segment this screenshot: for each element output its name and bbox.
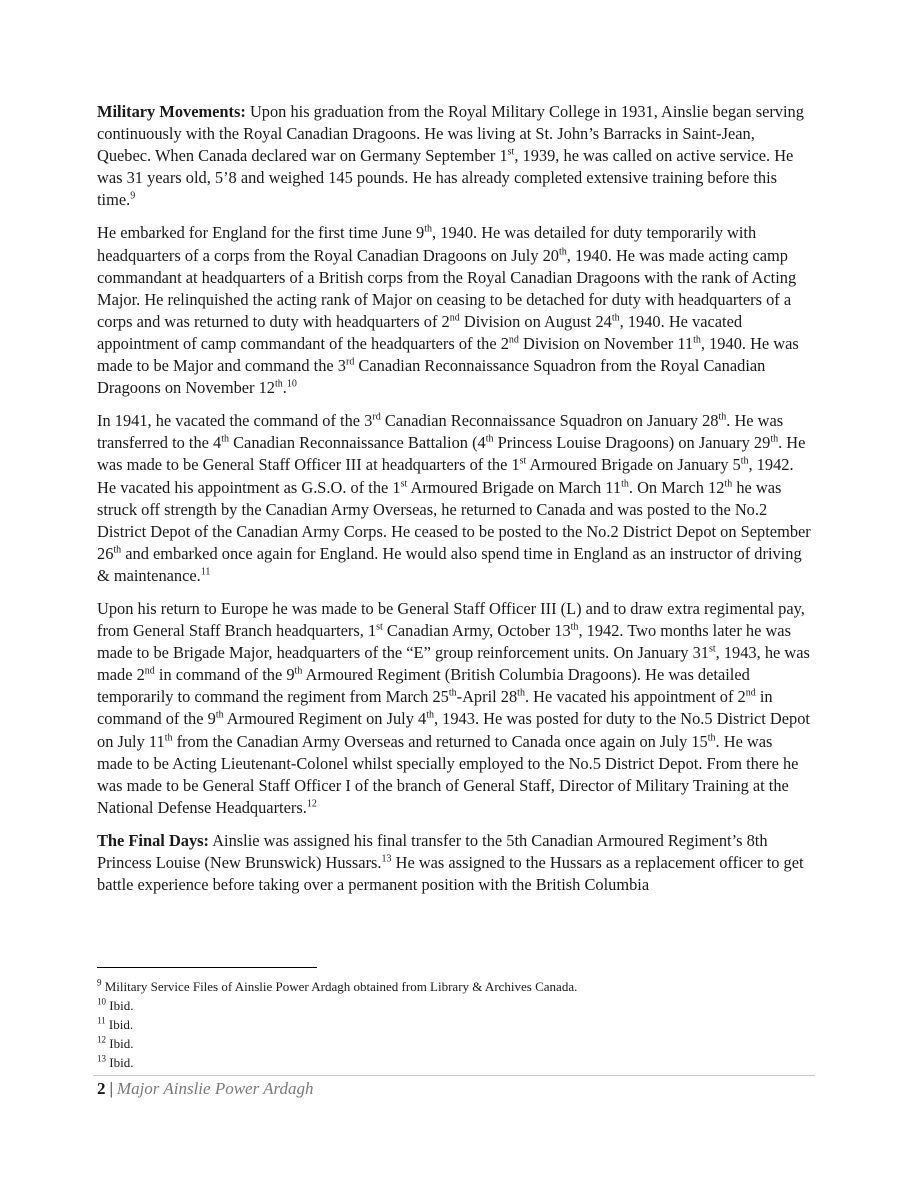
text-run: Armoured Brigade on March 11 [407, 477, 622, 497]
footnote-text: Ibid. [106, 998, 134, 1013]
text-run: In 1941, he vacated the command of the 3 [97, 411, 373, 431]
footnote-number: 12 [97, 1034, 106, 1045]
superscript: th [274, 378, 283, 390]
superscript: th [113, 544, 122, 556]
section-heading: Military Movements: [97, 102, 246, 121]
superscript: nd [449, 312, 460, 324]
superscript: st [708, 643, 716, 655]
superscript: th [294, 665, 303, 677]
text-run: He embarked for England for the first time June 9 [97, 223, 425, 243]
text-run: from the Canadian Army Overseas and returned to Canada once again on July 15 [172, 731, 708, 751]
text-run: Upon his return to Europe he was made to be General Staff Officer III (L) and to draw extra regimental pay, from General Staff Branch headquarters, 1 [97, 598, 805, 641]
text-run: Upon his graduation from the Royal Military College in 1931, Ainslie began serving continuously with the Royal Canadian Dragoons. He was living at St. John’s Barracks in Saint-Jean, Quebec. When Canada declared war on Germany September 1 [97, 102, 804, 166]
document-body [97, 101, 812, 907]
superscript: st [376, 621, 383, 633]
superscript: th [215, 709, 224, 721]
text-run: , 1943, he was made 2 [97, 643, 810, 685]
text-run: , 1940. He was made acting camp commandant at headquarters of a British corps from the Royal Canadian Dragoons with the rank of Acting Major. He relinquished the acting rank of Major on ceasing to be detached for duty with headquarters of a corps and was returned to duty with headquarters of 2 [97, 245, 797, 331]
superscript: 9 [130, 190, 136, 202]
page-number: 2 [97, 1079, 106, 1098]
superscript: th [770, 433, 779, 445]
superscript: st [400, 478, 408, 490]
text-run: in command of the 9 [97, 687, 773, 729]
text-run: Armoured Regiment on July 4 [223, 709, 427, 729]
text-run: he was struck off strength by the Canadian Army Overseas, he returned to Canada and was posted to the No.2 District Depot of the Canadian Army Corps. He ceased to be posted to the No.2 District Depot on September 26 [97, 477, 811, 563]
superscript: th [426, 709, 434, 721]
text-run: Ainslie was assigned his final transfer to the 5th Canadian Armoured Regiment’s 8th Princess Louise (New Brunswick) Hussars. [97, 830, 768, 872]
footnote-number: 11 [97, 1015, 106, 1026]
superscript: th [570, 621, 579, 633]
superscript: 13 [381, 853, 392, 865]
text-run: , 1940. He was detailed for duty temporarily with headquarters of a corps from the Royal Canadian Dragoons on July 20 [97, 223, 757, 265]
footnote-number: 13 [97, 1053, 106, 1064]
footnote-number: 9 [97, 977, 102, 988]
footnote [97, 1053, 812, 1072]
text-run: , 1942. He vacated his appointment as G.S.O. of the 1 [97, 455, 794, 497]
superscript: th [517, 687, 525, 699]
text-run: Armoured Brigade on January 5 [526, 455, 741, 475]
superscript: nd [508, 334, 519, 346]
paragraph [97, 101, 812, 211]
text-run: Canadian Reconnaissance Battalion (4 [229, 433, 486, 453]
footnote [97, 1015, 812, 1034]
footnote-text: Ibid. [106, 1036, 134, 1051]
text-run: and embarked once again for England. He would also spend time in England as an instructor of driving & maintenance. [97, 543, 802, 585]
footnote-text: Ibid. [106, 1055, 134, 1070]
footer-title: Major Ainslie Power Ardagh [116, 1079, 314, 1098]
superscript: th [611, 312, 620, 324]
superscript: th [164, 732, 173, 744]
text-run: , 1940. He vacated appointment of camp commandant of the headquarters of the 2 [97, 311, 743, 353]
superscript: 12 [306, 798, 317, 810]
text-run: Division on November 11 [518, 333, 694, 353]
page-footer [97, 1078, 314, 1100]
superscript: nd [144, 665, 155, 677]
footnote-separator [97, 967, 317, 968]
superscript: th [448, 687, 457, 699]
superscript: th [485, 433, 494, 445]
superscript: th [221, 433, 230, 445]
superscript: th [424, 224, 433, 235]
text-run: -April 28 [456, 687, 518, 707]
section-heading: The Final Days: [97, 830, 210, 850]
superscript: 11 [200, 566, 211, 578]
text-run: Armoured Regiment (British Columbia Dragoons). He was detailed temporarily to command the regiment from March 25 [97, 665, 750, 707]
text-run: , 1943. He was posted for duty to the No.5 District Depot on July 11 [97, 709, 810, 751]
footer-divider [93, 1075, 815, 1076]
footnote [97, 977, 812, 996]
paragraph [97, 410, 812, 587]
superscript: nd [745, 687, 756, 699]
superscript: th [693, 334, 701, 346]
text-run: . He was made to be Acting Lieutenant-Colonel whilst specially employed to the No.5 District Depot. From there he was made to be General Staff Officer I of the branch of General Staff, Director of Military Training at the National Defense Headquarters. [97, 731, 799, 817]
paragraph [97, 830, 812, 896]
footnote-text: Military Service Files of Ainslie Power Ardagh obtained from Library & Archives Canada. [101, 979, 578, 994]
superscript: th [707, 732, 716, 744]
text-run: Princess Louise Dragoons) on January 29 [493, 433, 771, 453]
superscript: rd [372, 411, 381, 423]
superscript: rd [345, 356, 355, 368]
superscript: th [718, 411, 727, 423]
footer-separator: | [109, 1079, 113, 1098]
text-run: Canadian Reconnaissance Squadron from the Royal Canadian Dragoons on November 12 [97, 356, 766, 398]
superscript: st [507, 146, 515, 158]
text-run: , 1940. He was made to be Major and command the 3 [97, 333, 799, 376]
text-run: . [282, 378, 287, 398]
text-run: He was assigned to the Hussars as a replacement officer to get battle experience before taking over a permanent position with the British Columbia [97, 853, 804, 895]
superscript: st [519, 455, 527, 467]
text-run: in command of the 9 [154, 665, 295, 685]
superscript: 10 [286, 378, 297, 390]
text-run: , 1942. Two months later he was made to be Brigade Major, headquarters of the “E” group reinforcement units. On January 31 [97, 621, 791, 663]
text-run: . He was transferred to the 4 [97, 411, 784, 453]
footnote [97, 1034, 812, 1053]
footnote-number: 10 [97, 996, 106, 1007]
superscript: th [559, 246, 567, 258]
superscript: th [740, 455, 749, 467]
paragraph [97, 598, 812, 819]
superscript: th [724, 478, 733, 490]
text-run: Canadian Army, October 13 [382, 621, 571, 641]
text-run: . He vacated his appointment of 2 [524, 687, 746, 707]
text-run: . On March 12 [628, 477, 725, 497]
text-run: , 1939, he was called on active service. He was 31 years old, 5’8 and weighed 145 pounds. He has already completed extensive training before this time. [97, 146, 794, 210]
paragraph [97, 222, 812, 399]
text-run: Division on August 24 [459, 311, 612, 331]
footnote [97, 996, 812, 1015]
footnotes [97, 977, 812, 1072]
superscript: th [621, 478, 629, 490]
footnote-text: Ibid. [105, 1017, 134, 1032]
text-run: . He was made to be General Staff Officer III at headquarters of the 1 [97, 433, 806, 475]
text-run: Canadian Reconnaissance Squadron on January 28 [380, 411, 719, 431]
